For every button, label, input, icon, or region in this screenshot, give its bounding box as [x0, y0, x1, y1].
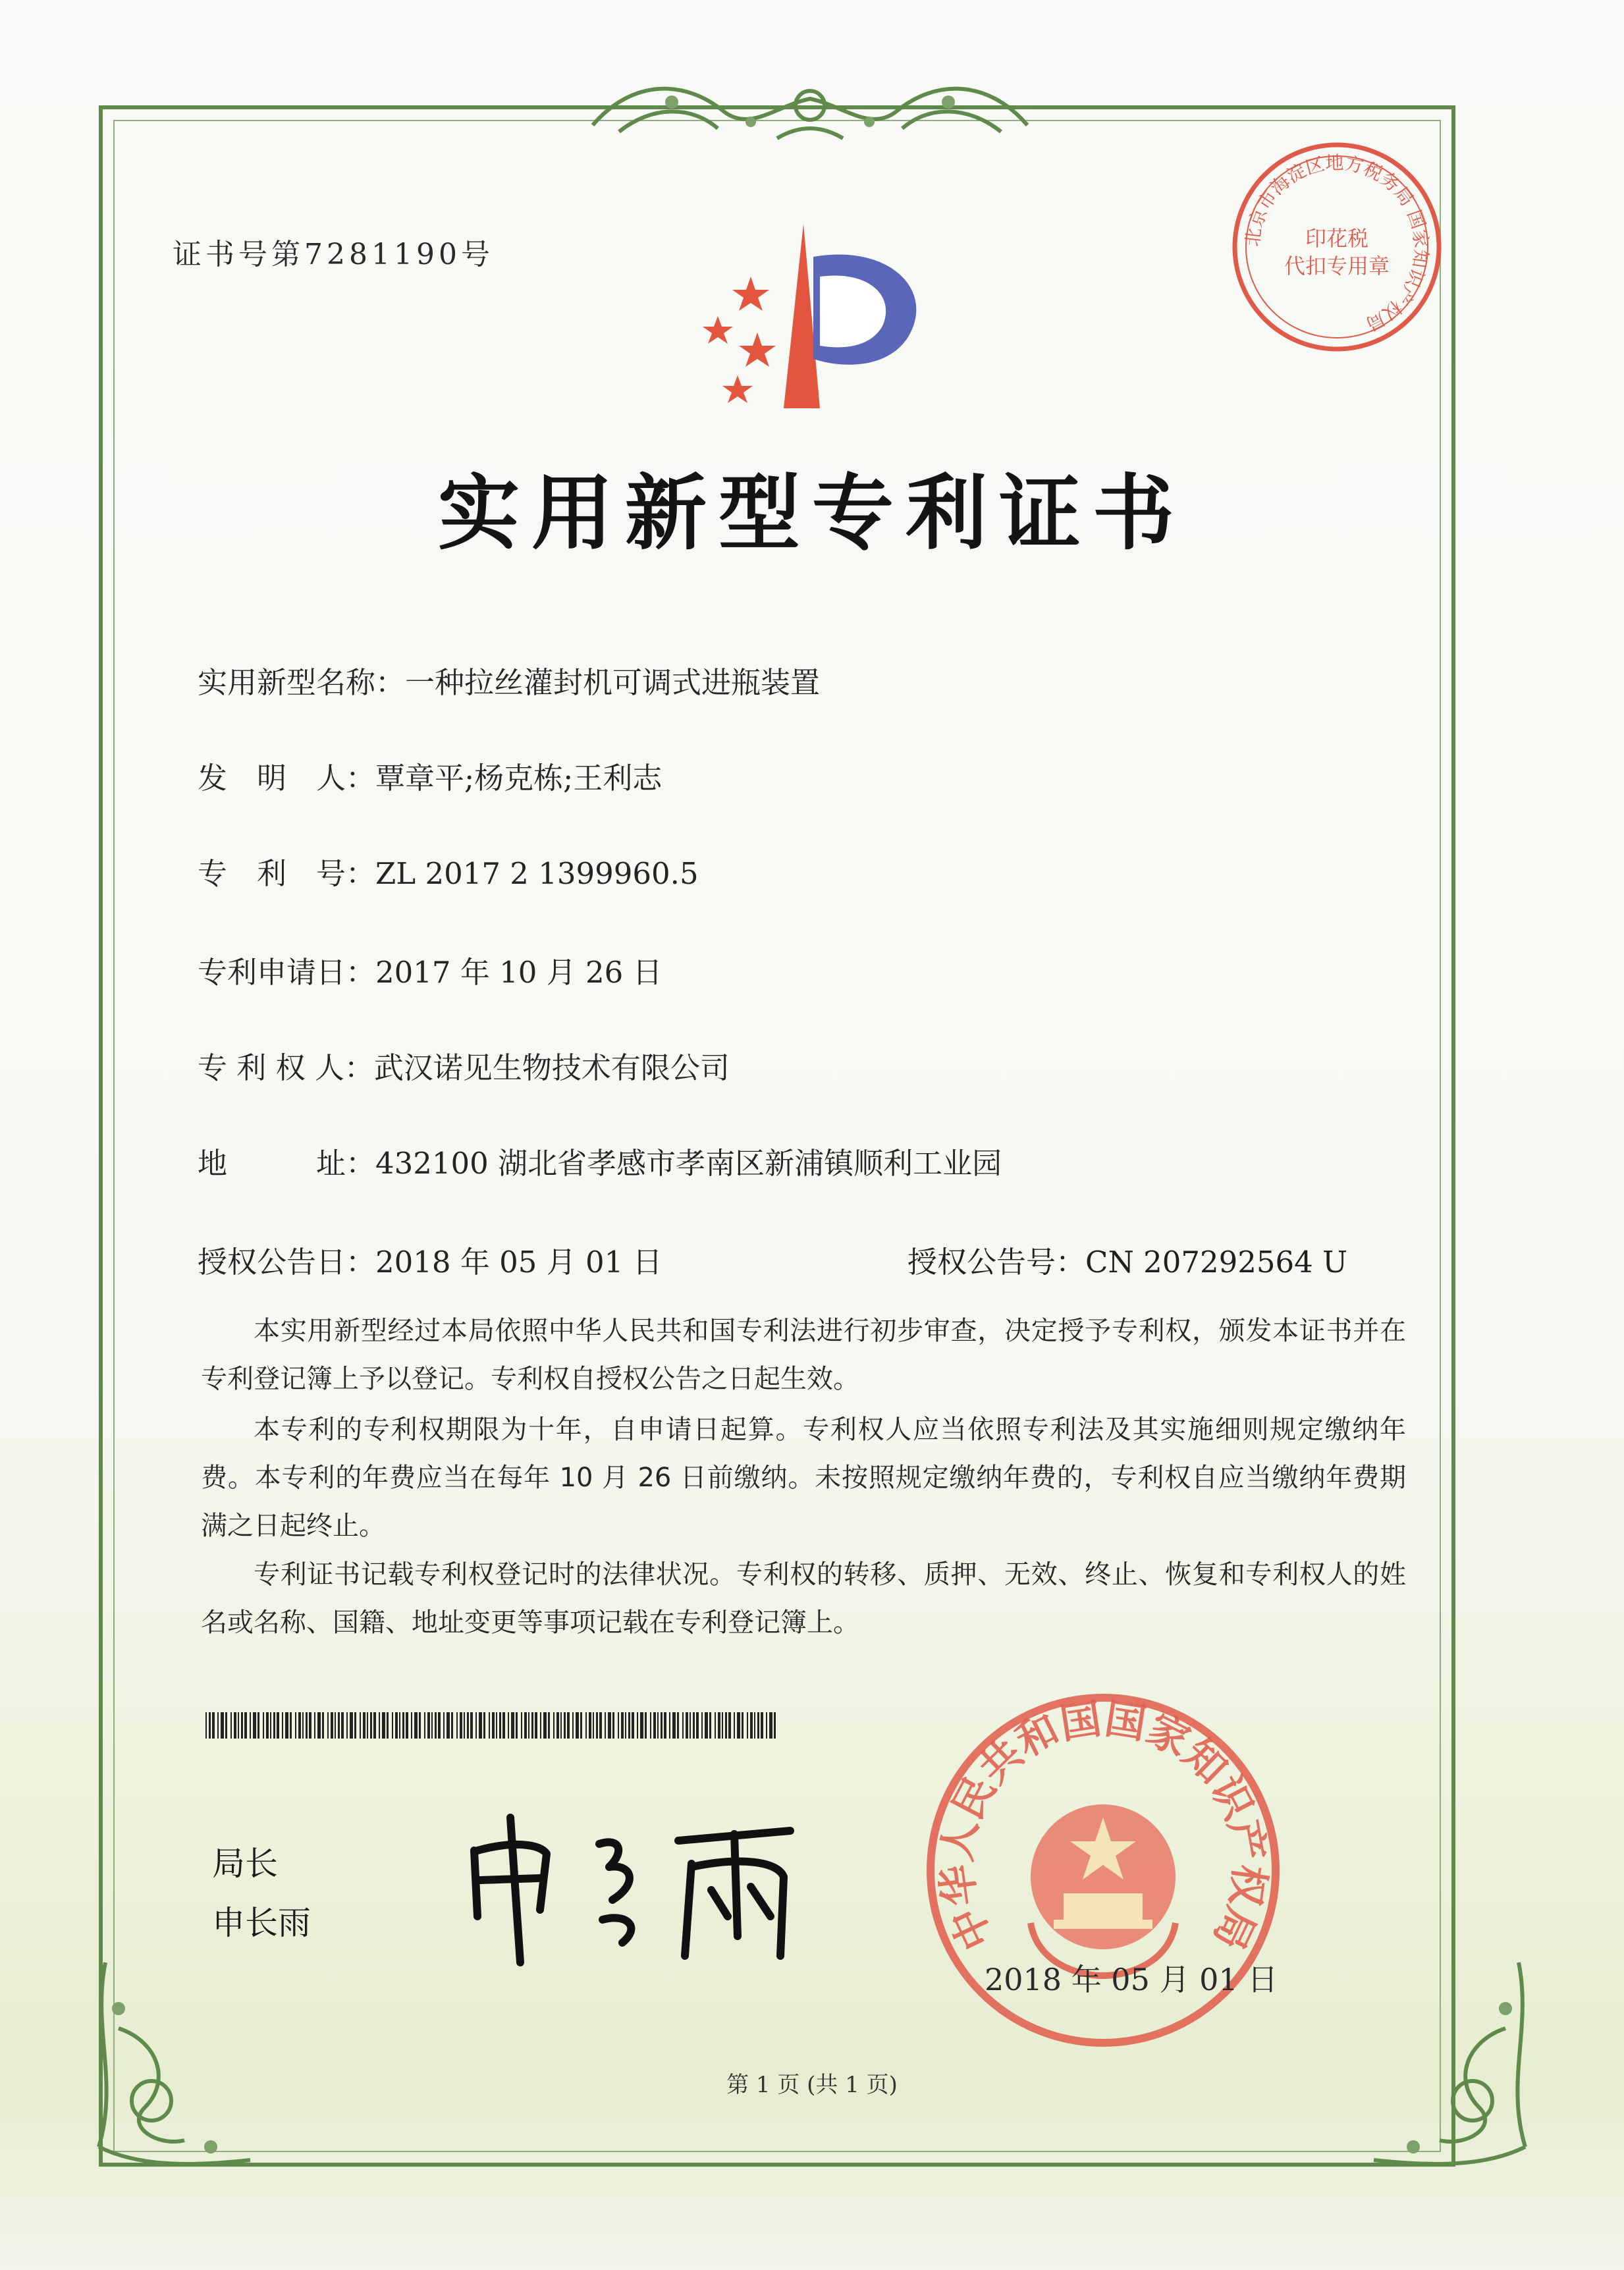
barcode-bar	[456, 1712, 458, 1739]
barcode-bar	[230, 1712, 232, 1739]
barcode-bar	[338, 1712, 340, 1739]
barcode-bar	[669, 1712, 670, 1739]
barcode-bar	[632, 1712, 634, 1739]
field-value: CN 207292564 U	[1085, 1245, 1348, 1280]
body-paragraph-2: 本专利的专利权期限为十年，自申请日起算。专利权人应当依照专利法及其实施细则规定缴纳年费。本专利的年费应当在每年 10 月 26 日前缴纳。未按照规定缴纳年费的，专利权自应当缴纳年费期满之日起终止。	[201, 1415, 1406, 1541]
barcode-bar	[672, 1712, 676, 1739]
barcode-bar	[693, 1712, 695, 1739]
barcode-bar	[492, 1712, 495, 1739]
barcode-bar	[467, 1712, 469, 1739]
field-inventor	[198, 754, 662, 797]
barcode-bar	[392, 1712, 393, 1739]
barcode-bar	[424, 1712, 425, 1739]
barcode-bar	[761, 1712, 763, 1739]
patent-office-emblem-icon	[672, 217, 935, 415]
barcode-bar	[373, 1712, 376, 1739]
tax-seal-center-line2: 代扣专用章	[1284, 254, 1390, 279]
barcode-bar	[612, 1712, 614, 1739]
barcode-bar	[564, 1712, 566, 1739]
barcode-bar	[516, 1712, 518, 1739]
barcode-bar	[628, 1712, 630, 1739]
barcode-bar	[599, 1712, 602, 1739]
barcode-bar	[306, 1712, 308, 1739]
seal-date: 2018 年 05 月 01 日	[985, 1962, 1278, 1997]
stamp-tax-seal-icon	[1225, 135, 1449, 359]
barcode-bar	[737, 1712, 740, 1739]
barcode-bar	[580, 1712, 582, 1739]
barcode-bar	[270, 1712, 271, 1739]
barcode-bar	[419, 1712, 421, 1739]
barcode-bar	[298, 1712, 301, 1739]
barcode-bar	[350, 1712, 353, 1739]
barcode-bar	[618, 1712, 619, 1739]
barcode-bar	[621, 1712, 624, 1739]
barcode-bar	[686, 1712, 688, 1739]
field-address	[198, 1139, 1002, 1182]
barcode-bar	[661, 1712, 663, 1739]
director-name: 申长雨	[212, 1904, 311, 1942]
barcode-bar	[774, 1712, 776, 1739]
barcode-bar	[290, 1712, 292, 1739]
barcode-bar	[524, 1712, 527, 1739]
barcode-bar	[696, 1712, 699, 1739]
field-label: 授权公告日：	[198, 1245, 376, 1280]
body-paragraph-1: 本实用新型经过本局依照中华人民共和国专利法进行初步审查，决定授予专利权，颁发本证书并在专利登记簿上予以登记。专利权自授权公告之日起生效。	[201, 1316, 1406, 1394]
barcode-bar	[257, 1712, 259, 1739]
field-label: 实用新型名称：	[198, 665, 406, 700]
barcode-bar	[605, 1712, 606, 1739]
barcode-bar	[560, 1712, 562, 1739]
barcode-bar	[682, 1712, 684, 1739]
barcode-bar	[212, 1712, 215, 1739]
barcode-bar	[511, 1712, 514, 1739]
barcode-bar	[596, 1712, 598, 1739]
barcode-bar	[363, 1712, 365, 1739]
barcode-bar	[282, 1712, 283, 1739]
field-label: 地 址：	[198, 1146, 376, 1181]
barcode-bar	[277, 1712, 279, 1739]
barcode-bar	[266, 1712, 269, 1739]
barcode-bar	[427, 1712, 430, 1739]
barcode-bar	[225, 1712, 227, 1739]
barcode-bar	[489, 1712, 490, 1739]
barcode-bar	[411, 1712, 412, 1739]
barcode-bar	[576, 1712, 579, 1739]
barcode-bar	[244, 1712, 247, 1739]
field-value: 432100 湖北省孝感市孝南区新浦镇顺利工业园	[375, 1146, 1002, 1181]
top-ornament-icon	[580, 66, 1041, 158]
barcode-bar	[221, 1712, 224, 1739]
barcode-bar	[387, 1712, 389, 1739]
field-patent-number	[198, 850, 699, 892]
barcode-bar	[483, 1712, 485, 1739]
barcode-bar	[354, 1712, 356, 1739]
field-label: 发 明 人：	[198, 761, 376, 796]
barcode-bar	[295, 1712, 296, 1739]
barcode-bar	[543, 1712, 547, 1739]
barcode-bar	[585, 1712, 587, 1739]
barcode-bar	[548, 1712, 550, 1739]
field-patent-holder	[198, 1044, 730, 1087]
barcode-bar	[540, 1712, 541, 1739]
field-label: 专利申请日：	[198, 955, 376, 990]
barcode-bar	[314, 1712, 315, 1739]
barcode-bar	[705, 1712, 708, 1739]
barcode-bar	[499, 1712, 501, 1739]
barcode-bar	[677, 1712, 679, 1739]
barcode-bar	[438, 1712, 441, 1739]
barcode-bar	[593, 1712, 594, 1739]
barcode-bar	[241, 1712, 243, 1739]
barcode-bar	[640, 1712, 643, 1739]
tax-seal-ring-text: 北京市海淀区地方税务局 国家知识产权局	[1241, 151, 1432, 336]
barcode-bar	[395, 1712, 398, 1739]
barcode-bar	[331, 1712, 333, 1739]
field-label: 授权公告号：	[907, 1245, 1086, 1280]
barcode-bar	[360, 1712, 361, 1739]
barcode-bar	[447, 1712, 450, 1739]
barcode-bar	[346, 1712, 348, 1739]
barcode-bar	[650, 1712, 651, 1739]
barcode-bar	[722, 1712, 723, 1739]
barcode-bar	[406, 1712, 408, 1739]
field-value: 2018 年 05 月 01 日	[375, 1245, 663, 1280]
field-label: 专 利 号：	[198, 856, 376, 891]
barcode-bar	[209, 1712, 211, 1739]
barcode-bar	[479, 1712, 482, 1739]
barcode-bar	[234, 1712, 236, 1739]
barcode-bar	[572, 1712, 574, 1739]
barcode-bar	[589, 1712, 591, 1739]
barcode-bar	[475, 1712, 477, 1739]
barcode-bar	[747, 1712, 748, 1739]
barcode-bar	[379, 1712, 380, 1739]
barcode-bar	[263, 1712, 264, 1739]
field-utility-name	[198, 659, 820, 701]
barcode-bar	[496, 1712, 497, 1739]
barcode-bar	[766, 1712, 767, 1739]
field-grant-date	[198, 1238, 663, 1281]
barcode-bar	[637, 1712, 638, 1739]
barcode-bar	[217, 1712, 219, 1739]
barcode-bar	[322, 1712, 324, 1739]
barcode-bar	[414, 1712, 418, 1739]
barcode-bar	[443, 1712, 445, 1739]
barcode-bar	[535, 1712, 537, 1739]
barcode-bar	[690, 1712, 691, 1739]
barcode-bar	[645, 1712, 647, 1739]
barcode-bar	[367, 1712, 368, 1739]
barcode-bar	[528, 1712, 529, 1739]
barcode-bar	[725, 1712, 727, 1739]
barcode-bar	[709, 1712, 711, 1739]
barcode-bar	[317, 1712, 321, 1739]
barcode-bar	[625, 1712, 626, 1739]
barcode-bar	[341, 1712, 344, 1739]
barcode-bar	[464, 1712, 465, 1739]
barcode-bar	[382, 1712, 385, 1739]
field-value: 武汉诺见生物技术有限公司	[373, 1050, 730, 1085]
barcode-bar	[718, 1712, 720, 1739]
barcode-bar	[521, 1712, 522, 1739]
barcode-bar	[701, 1712, 703, 1739]
director-signature-icon	[461, 1804, 803, 1969]
barcode-bar	[370, 1712, 372, 1739]
barcode-bar	[769, 1712, 772, 1739]
field-label: 专 利 权 人：	[198, 1050, 374, 1085]
field-value: 2017 年 10 月 26 日	[375, 955, 663, 990]
field-value: 覃章平;杨克栋;王利志	[375, 761, 663, 796]
certificate-number: 证书号第7281190号	[173, 238, 494, 271]
barcode-bar	[327, 1712, 329, 1739]
barcode-bar	[431, 1712, 433, 1739]
certificate-title: 实用新型专利证书	[437, 466, 1186, 561]
director-title: 局长	[212, 1845, 278, 1883]
barcode-bar	[273, 1712, 275, 1739]
barcode-bar	[567, 1712, 570, 1739]
barcode-icon	[205, 1712, 785, 1739]
barcode-bar	[285, 1712, 288, 1739]
barcode-bar	[757, 1712, 759, 1739]
barcode-bar	[238, 1712, 239, 1739]
barcode-bar	[309, 1712, 311, 1739]
barcode-bar	[742, 1712, 744, 1739]
barcode-bar	[531, 1712, 533, 1739]
barcode-bar	[553, 1712, 555, 1739]
barcode-bar	[664, 1712, 666, 1739]
barcode-bar	[302, 1712, 304, 1739]
field-apply-date	[198, 948, 663, 991]
barcode-bar	[399, 1712, 400, 1739]
barcode-bar	[502, 1712, 505, 1739]
barcode-bar	[451, 1712, 453, 1739]
barcode-bar	[508, 1712, 509, 1739]
field-grant-number	[907, 1238, 1347, 1281]
seal-ring-text: 中华人民共和国国家知识产权局	[932, 1694, 1274, 1958]
field-value: 一种拉丝灌封机可调式进瓶装置	[405, 665, 821, 700]
barcode-bar	[460, 1712, 462, 1739]
barcode-bar	[715, 1712, 716, 1739]
body-paragraph-3: 专利证书记载专利权登记时的法律状况。专利权的转移、质押、无效、终止、恢复和专利权人的姓名或名称、国籍、地址变更等事项记载在专利登记簿上。	[201, 1559, 1406, 1638]
barcode-bar	[750, 1712, 753, 1739]
field-value: ZL 2017 2 1399960.5	[375, 856, 699, 891]
tax-seal-center-line1: 印花税	[1305, 226, 1369, 251]
barcode-bar	[653, 1712, 656, 1739]
barcode-bar	[657, 1712, 659, 1739]
barcode-bar	[253, 1712, 256, 1739]
barcode-bar	[728, 1712, 731, 1739]
barcode-bar	[335, 1712, 336, 1739]
barcode-bar	[250, 1712, 251, 1739]
barcode-bar	[470, 1712, 473, 1739]
barcode-bar	[435, 1712, 437, 1739]
barcode-bar	[402, 1712, 404, 1739]
barcode-bar	[754, 1712, 755, 1739]
barcode-bar	[205, 1712, 207, 1739]
page-number: 第 1 页 (共 1 页)	[726, 2072, 898, 2098]
stamp-state-ip-office-seal-icon	[919, 1686, 1287, 2055]
barcode-bar	[556, 1712, 559, 1739]
barcode-bar	[734, 1712, 735, 1739]
barcode-bar	[608, 1712, 611, 1739]
